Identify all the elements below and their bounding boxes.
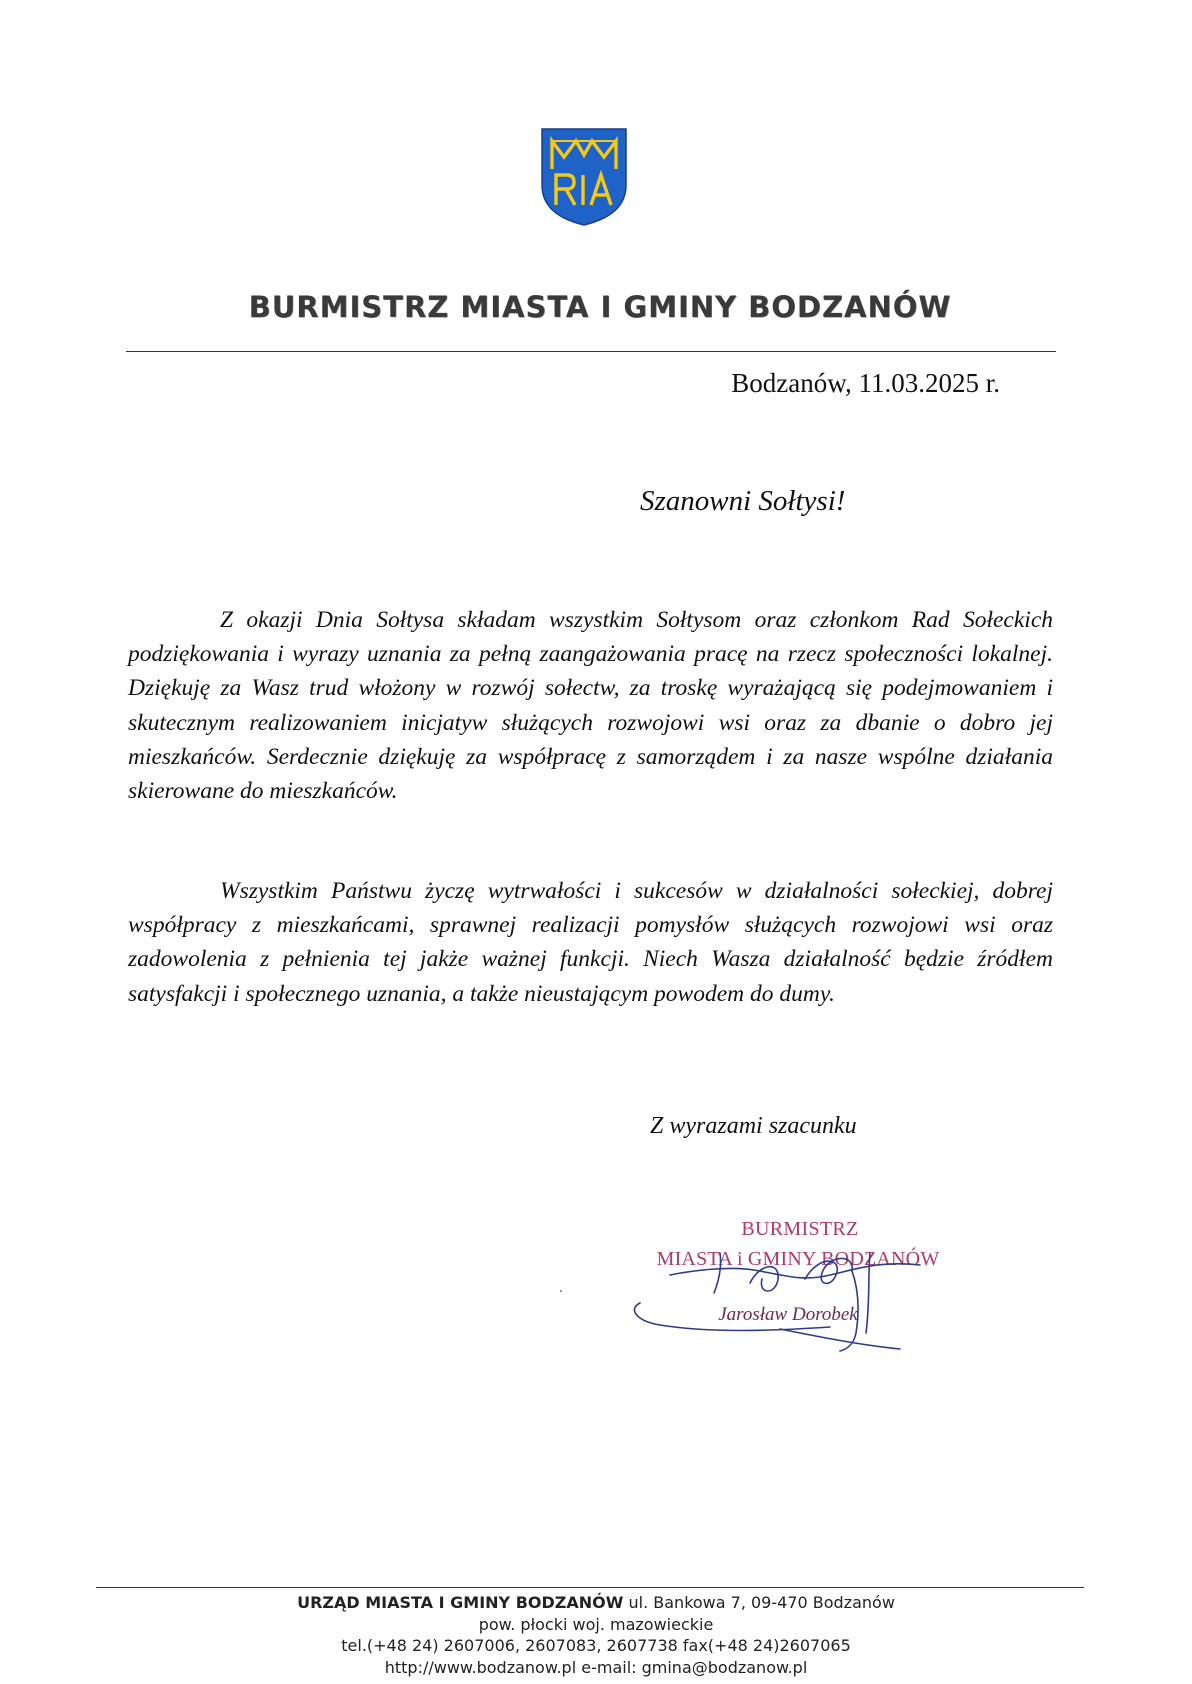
stamp-signatory-name: Jarosław Dorobek	[718, 1304, 858, 1325]
scan-speck	[560, 1290, 562, 1292]
header-divider	[126, 351, 1056, 352]
footer-address-line	[96, 1592, 1096, 1614]
footer-organization: URZĄD MIASTA I GMINY BODZANÓW	[297, 1593, 624, 1612]
letter-footer	[96, 1592, 1096, 1678]
body-paragraph-2: Wszystkim Państwu życzę wytrwałości i sukcesów w działalności sołeckiej, dobrej współpracy z mieszkańcami, sprawnej realizacji pomysłów służących rozwojowi wsi oraz zadowolenia z pełnienia tej jakże ważnej funkcji. Niech Wasza działalność będzie źródłem satysfakcji i społecznego uznania, a także nieustającym powodem do dumy.	[128, 878, 1053, 1007]
footer-web-email: http://www.bodzanow.pl e-mail: gmina@bodzanow.pl	[384, 1657, 808, 1677]
footer-phones: tel.(+48 24) 2607006, 2607083, 2607738 fax(+48 24)2607065	[341, 1636, 851, 1655]
footer-street-address: ul. Bankowa 7, 09-470 Bodzanów	[623, 1593, 895, 1612]
date-line: Bodzanów, 11.03.2025 r.	[731, 368, 1000, 398]
body-paragraph-1: Z okazji Dnia Sołtysa składam wszystkim Sołtysom oraz członkom Rad Sołeckich podziękowania i wyrazy uznania za pełną zaangażowania pracę na rzecz społeczności lokalnej. Dziękuję za Wasz trud włożony w rozwój sołectw, za troskę wyrażającą się podejmowaniem i skutecznym realizowaniem inicjatyw służących rozwojowi wsi oraz za dbanie o dobro jej mieszkańców. Serdecznie dziękuję za współpracę z samorządem i za nasze wspólne działania skierowane do mieszkańców.	[128, 607, 1053, 805]
letterhead-title: BURMISTRZ MIASTA I GMINY BODZANÓW	[248, 290, 952, 324]
coat-of-arms-crest	[540, 127, 628, 227]
footer-region: pow. płocki woj. mazowieckie	[478, 1614, 714, 1634]
handwritten-signature	[630, 1213, 990, 1363]
closing-formula: Z wyrazami szacunku	[650, 1113, 857, 1139]
stamp-title: BURMISTRZ	[741, 1218, 859, 1240]
footer-divider	[96, 1587, 1084, 1588]
stamp-office: MIASTA i GMINY BODZANÓW	[656, 1248, 940, 1270]
salutation: Szanowni Sołtysi!	[640, 485, 846, 517]
